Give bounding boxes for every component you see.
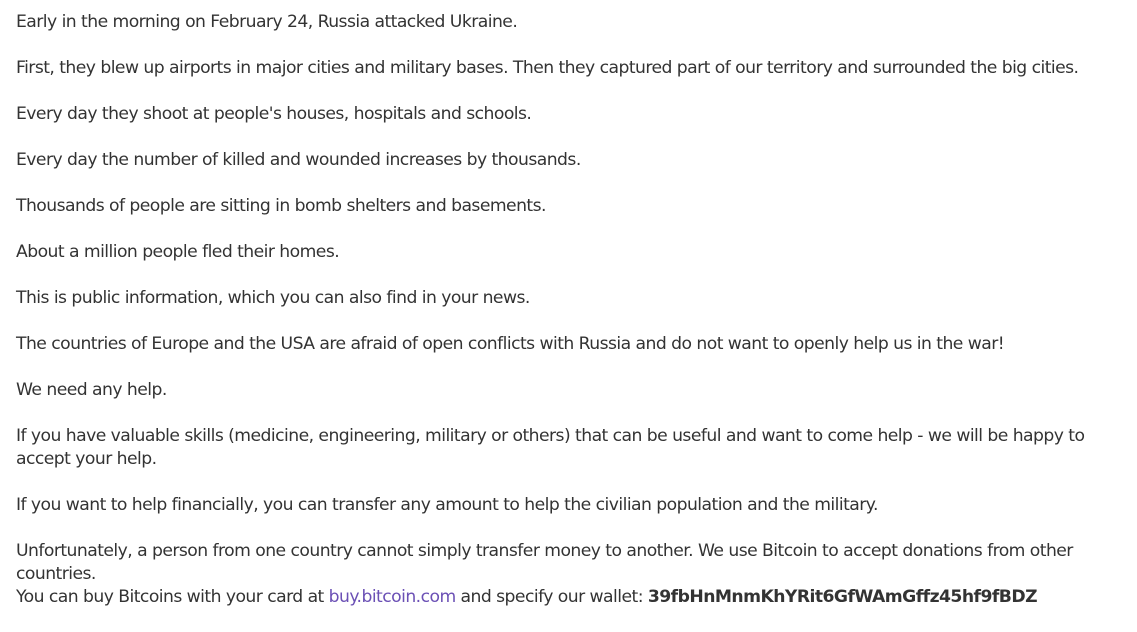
buy-bitcoin-link[interactable]: buy.bitcoin.com	[328, 587, 456, 607]
paragraph-financial: If you want to help financially, you can transfer any amount to help the civilian population and the military.	[16, 495, 878, 515]
paragraph-skills: If you have valuable skills (medicine, engineering, military or others) that can be useful and want to come help - we will be happy to accept your help.	[16, 426, 1085, 469]
buy-line-middle: and specify our wallet:	[455, 587, 648, 607]
paragraph-airports: First, they blew up airports in major cities and military bases. Then they captured part of our territory and surrounded the big cities.	[16, 58, 1079, 78]
paragraph-public-info: This is public information, which you can also find in your news.	[16, 288, 530, 308]
paragraph-refugees: About a million people fled their homes.	[16, 242, 340, 262]
wallet-address: 39fbHnMnmKhYRit6GfWAmGffz45hf9fBDZ	[647, 587, 1037, 607]
buy-line-prefix: You can buy Bitcoins with your card at	[16, 587, 329, 607]
paragraph-europe-usa: The countries of Europe and the USA are afraid of open conflicts with Russia and do not want to openly help us in the war!	[16, 334, 1005, 354]
paragraph-shelters: Thousands of people are sitting in bomb shelters and basements.	[16, 196, 546, 216]
paragraph-bitcoin-intro: Unfortunately, a person from one country cannot simply transfer money to another. We use Bitcoin to accept donations from other countries.	[16, 541, 1073, 584]
paragraph-shooting: Every day they shoot at people's houses, hospitals and schools.	[16, 104, 532, 124]
paragraph-buy-bitcoin	[16, 586, 1137, 609]
paragraph-need-help: We need any help.	[16, 380, 167, 400]
paragraph-attack-date: Early in the morning on February 24, Russia attacked Ukraine.	[16, 12, 518, 32]
article-body	[16, 11, 1137, 632]
paragraph-casualties: Every day the number of killed and wounded increases by thousands.	[16, 150, 581, 170]
